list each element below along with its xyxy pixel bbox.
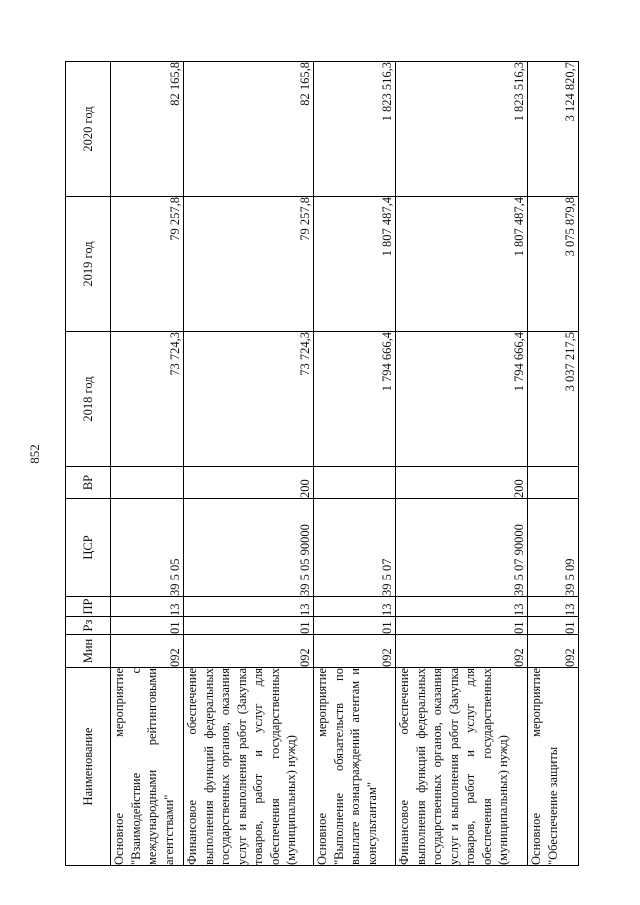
row-2020: 82 165,8 [184,62,314,197]
table-row [396,62,528,866]
row-rz: 01 [396,617,528,635]
header-name: Наименование [66,668,111,866]
row-rz: 01 [528,617,579,635]
row-csr: 39 5 05 90000 [184,499,314,597]
row-vr [314,467,396,499]
budget-table [65,61,579,866]
row-rz: 01 [184,617,314,635]
header-2019: 2019 год [66,197,111,332]
row-name: Финансовое обеспечение выполнения функций федеральных государственных органов, оказания услуг и выполнения работ (Закупка товаров, работ и услуг для обеспечения государственных (муниципальных) нужд) [396,668,528,866]
row-2019: 1 807 487,4 [314,197,396,332]
row-pr: 13 [528,597,579,617]
page-number-text: 852 [27,444,42,464]
row-vr [528,467,579,499]
row-name: Финансовое обеспечение выполнения функций федеральных государственных органов, оказания услуг и выполнения работ (Закупка товаров, работ и услуг для обеспечения государственных (муниципальных) нужд) [184,668,314,866]
row-2019: 79 257,8 [111,197,184,332]
row-name: Основное мероприятие "Выполнение обязательств по выплате вознаграждений агентам и консультантам" [314,668,396,866]
row-pr: 13 [184,597,314,617]
table-row [111,62,184,866]
table-row [314,62,396,866]
header-vr: ВР [66,467,111,499]
row-csr: 39 5 07 [314,499,396,597]
row-rz: 01 [314,617,396,635]
row-2018: 73 724,3 [184,332,314,467]
row-2019: 1 807 487,4 [396,197,528,332]
row-csr: 39 5 07 90000 [396,499,528,597]
table-header-row [66,62,111,866]
row-name: Основное мероприятие "Взаимодействие с международными рейтинговыми агентствами" [111,668,184,866]
page-number [28,440,42,468]
header-pr: ПР [66,597,111,617]
row-2018: 73 724,3 [111,332,184,467]
row-2018: 1 794 666,4 [314,332,396,467]
row-min: 092 [184,635,314,668]
row-2019: 79 257,8 [184,197,314,332]
table-rotation-wrapper [65,62,577,866]
row-min: 092 [314,635,396,668]
header-rz: Рз [66,617,111,635]
row-2020: 82 165,8 [111,62,184,197]
row-vr [111,467,184,499]
row-vr: 200 [396,467,528,499]
header-2020: 2020 год [66,62,111,197]
row-min: 092 [396,635,528,668]
row-2018: 1 794 666,4 [396,332,528,467]
table-row [528,62,579,866]
row-vr: 200 [184,467,314,499]
row-2020: 3 124 820,7 [528,62,579,197]
header-csr: ЦСР [66,499,111,597]
row-pr: 13 [111,597,184,617]
row-2020: 1 823 516,3 [314,62,396,197]
row-2018: 3 037 217,5 [528,332,579,467]
row-name: Основное мероприятие "Обеспечение защиты [528,668,579,866]
row-2019: 3 075 879,8 [528,197,579,332]
row-csr: 39 5 09 [528,499,579,597]
row-csr: 39 5 05 [111,499,184,597]
header-min: Мин [66,635,111,668]
table-row [184,62,314,866]
row-min: 092 [528,635,579,668]
row-2020: 1 823 516,3 [396,62,528,197]
header-2018: 2018 год [66,332,111,467]
row-pr: 13 [314,597,396,617]
row-rz: 01 [111,617,184,635]
row-min: 092 [111,635,184,668]
row-pr: 13 [396,597,528,617]
